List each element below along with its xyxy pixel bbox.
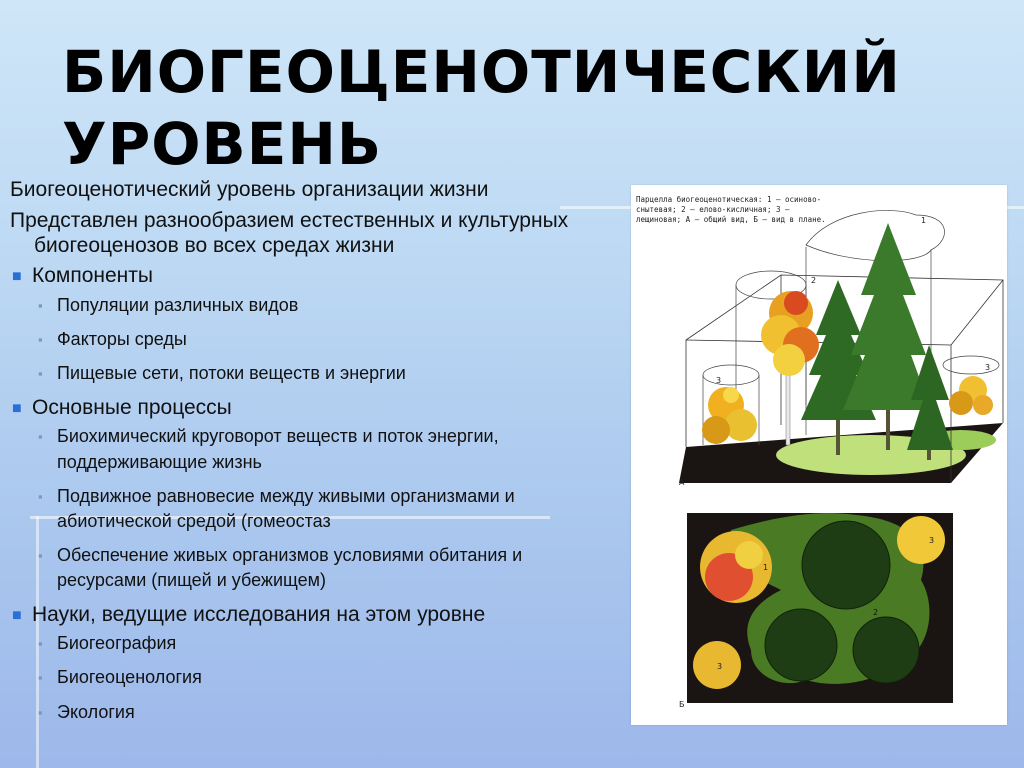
- panel-b-plan: [679, 513, 953, 709]
- list-item-label: Биогеография: [57, 633, 177, 654]
- title-line-1: БИОГЕОЦЕНОТИЧЕСКИЙ: [62, 38, 901, 106]
- aspen-canopy: [700, 531, 772, 603]
- bullet-dash-icon: ▪: [38, 332, 43, 348]
- title-line-2: УРОВЕНЬ: [62, 110, 383, 178]
- plan-number: 3: [717, 662, 723, 671]
- list-item-label: Биогеоценология: [57, 667, 202, 688]
- bullet-dash-icon: ▪: [38, 298, 43, 314]
- section-heading: [10, 603, 610, 628]
- biogeocenosis-figure: [631, 185, 1007, 725]
- parcel-number: 1: [921, 216, 927, 225]
- bullet-square-icon: ■: [12, 606, 22, 624]
- panel-a-view: [679, 210, 1003, 487]
- list-item-label: Обеспечение живых организмов условиями обитания и ресурсами (пищей и убежищем): [57, 545, 523, 591]
- hazel-bush: [949, 376, 993, 415]
- slide-title: [62, 36, 901, 180]
- list-item-label: Биохимический круговорот веществ и поток энергии, поддерживающие жизнь: [57, 426, 499, 472]
- list-item-label: Факторы среды: [57, 329, 187, 350]
- bullet-dash-icon: ▪: [38, 704, 43, 720]
- section-heading: [10, 396, 610, 421]
- bullet-dash-icon: ▪: [38, 366, 43, 382]
- list-item-label: Экология: [57, 701, 135, 722]
- bullet-dash-icon: ▪: [38, 670, 43, 686]
- section-heading-label: Компоненты: [32, 264, 153, 288]
- autumn-tree: [761, 291, 819, 445]
- list-item-label: Популяции различных видов: [57, 295, 299, 316]
- plan-number: 1: [763, 563, 769, 572]
- bullet-dash-icon: ▪: [38, 429, 43, 445]
- panel-label-a: А: [679, 478, 685, 487]
- parcel-number: 3: [985, 363, 991, 372]
- bullet-square-icon: ■: [12, 399, 22, 417]
- bullet-dash-icon: ▪: [38, 548, 43, 564]
- bullet-square-icon: ■: [12, 268, 22, 286]
- parcel-number: 3: [716, 376, 722, 385]
- list-item: [10, 543, 537, 593]
- list-item-label: Подвижное равновесие между живыми организмами и абиотической средой (гомеостаз: [57, 485, 515, 531]
- section-heading-label: Основные процессы: [32, 395, 232, 419]
- section-heading-label: Науки, ведущие исследования на этом уровне: [32, 602, 486, 626]
- list-item: [10, 293, 610, 318]
- bullet-dash-icon: ▪: [38, 636, 43, 652]
- plan-number: 3: [929, 536, 935, 545]
- intro-text: Биогеоценотический уровень организации жизни: [10, 178, 489, 201]
- panel-label-b: Б: [679, 700, 685, 709]
- list-item: [10, 700, 610, 725]
- hazel-bush: [702, 387, 757, 444]
- biogeocenosis-illustration: [631, 185, 1007, 725]
- slide-content: [10, 178, 610, 734]
- list-item: [10, 424, 527, 474]
- list-item: [10, 631, 610, 656]
- figure-caption: Парцелла биогеоценотическая: 1 — осиново-снытевая; 2 — елово-кисличная; 3 — лещиновая; А — общий вид, Б — вид в плане.: [636, 195, 826, 224]
- list-item: [10, 327, 610, 352]
- description-text: Представлен разнообразием естественных и культурных биогеоценозов во всех средах жизни: [10, 208, 569, 257]
- list-item: [10, 484, 577, 534]
- list-item-label: Пищевые сети, потоки веществ и энергии: [57, 363, 406, 384]
- list-item: [10, 361, 610, 386]
- parcel-number: 2: [811, 276, 817, 285]
- list-item: [10, 665, 610, 690]
- section-heading: [10, 264, 610, 289]
- bullet-dash-icon: ▪: [38, 488, 43, 504]
- plan-number: 2: [873, 608, 879, 617]
